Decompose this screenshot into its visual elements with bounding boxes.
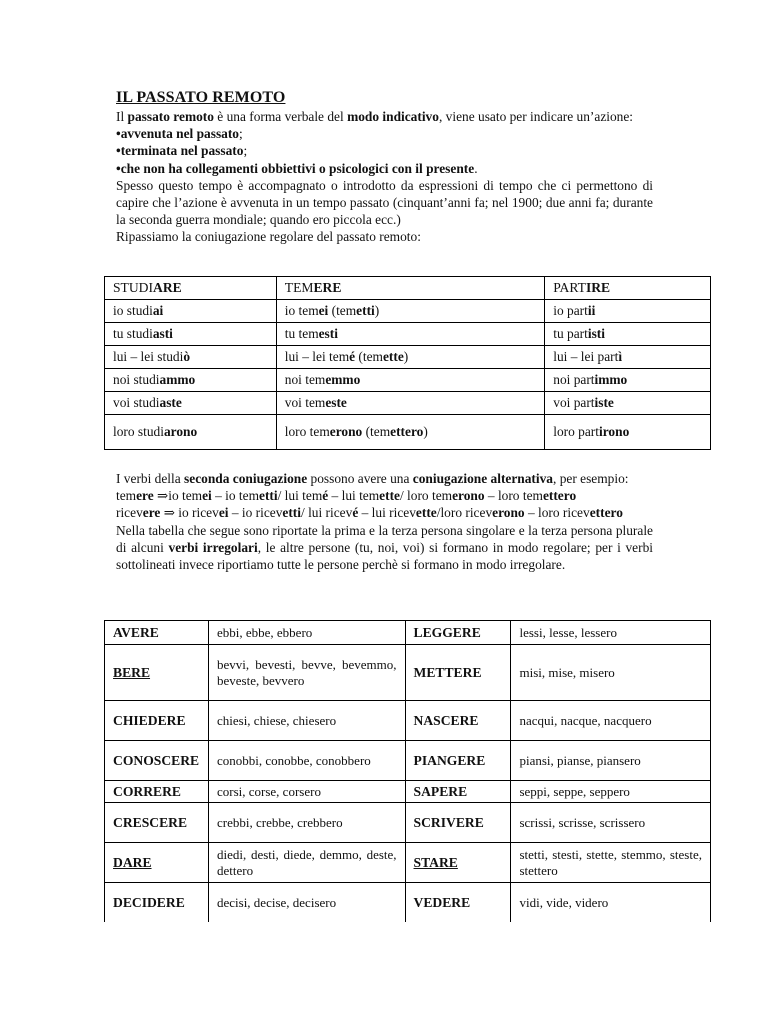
example-ricevere [116, 504, 653, 521]
irregular-verbs-table [104, 620, 711, 922]
table-row [105, 803, 711, 843]
stem-text: io tem [284, 303, 319, 318]
ending-bold: ette [379, 488, 400, 504]
verb-cell: VEDERE [405, 883, 511, 923]
ending-bold: etti [282, 505, 301, 521]
stem-text: STUDI [113, 280, 154, 295]
bullet-item: • che non ha collegamenti obbiettivi o psicologici con il presente. [116, 160, 653, 177]
bullet-list [116, 125, 653, 177]
example-text: ⇒io tem [153, 488, 203, 504]
conj-cell [545, 415, 711, 450]
verb-cell: STARE [405, 843, 511, 883]
example-text: – io tem [211, 488, 260, 504]
stem-text: tu studi [113, 326, 153, 341]
ending-bold: emmo [325, 372, 361, 387]
stem-text: tu tem [284, 326, 319, 341]
conj-cell [276, 369, 544, 392]
table-row [105, 645, 711, 701]
conj-cell [276, 392, 544, 415]
forms-cell: nacqui, nacque, nacquero [511, 701, 711, 741]
forms-cell: decisi, decise, decisero [208, 883, 405, 923]
page-title: IL PASSATO REMOTO [116, 89, 286, 106]
forms-cell: vidi, vide, videro [511, 883, 711, 923]
example-text: ricev [116, 505, 143, 521]
forms-cell: lessi, lesse, lessero [511, 621, 711, 645]
ending-bold: immo [594, 372, 628, 387]
conj-header-cell [276, 277, 544, 300]
stem-text: noi tem [284, 372, 326, 387]
example-text: / lui tem [277, 488, 323, 504]
example-text: – loro tem [484, 488, 543, 504]
conj-cell [276, 415, 544, 450]
conj-cell [276, 323, 544, 346]
stem-text: lui – lei part [553, 349, 619, 364]
forms-cell: bevvi, bevesti, bevve, bevemmo, beveste, bevvero [208, 645, 405, 701]
conj-cell [105, 323, 277, 346]
example-text: – loro ricev [524, 505, 590, 521]
verb-cell: CRESCERE [105, 803, 209, 843]
forms-cell: corsi, corse, corsero [208, 781, 405, 803]
forms-cell: ebbi, ebbe, ebbero [208, 621, 405, 645]
ending-bold: ai [152, 303, 164, 318]
stem-text: ) [374, 303, 380, 318]
stem-text: TEM [284, 280, 314, 295]
alternative-conjugation-paragraph: I verbi della seconda coniugazione possono avere una coniugazione alternativa, per esempio: [116, 471, 629, 486]
ending-bold: ere [136, 488, 154, 504]
ending-bold: ettero [390, 424, 424, 439]
conj-cell [105, 415, 277, 450]
ending-bold: ettero [542, 488, 577, 504]
ending-bold: ei [202, 488, 212, 504]
example-text: – io ricev [228, 505, 283, 521]
intro-bold-term: passato remoto [127, 109, 214, 124]
conj-cell [105, 369, 277, 392]
stem-text: lui – lei tem [284, 349, 350, 364]
ending-bold: ERE [313, 280, 342, 295]
table-row [105, 781, 711, 803]
stem-text: (tem [362, 424, 391, 439]
stem-text: PART [553, 280, 586, 295]
stem-text: noi part [553, 372, 595, 387]
ending-bold: ARE [153, 280, 182, 295]
stem-text: (tem [328, 303, 357, 318]
forms-cell: scrissi, scrisse, scrissero [511, 803, 711, 843]
ending-bold: é [349, 349, 356, 364]
forms-cell: piansi, pianse, piansero [511, 741, 711, 781]
forms-cell: misi, mise, misero [511, 645, 711, 701]
verb-cell: SAPERE [405, 781, 511, 803]
example-text: tem [116, 488, 137, 504]
conj-cell [545, 300, 711, 323]
ending-bold: ette [415, 505, 437, 521]
example-text: /loro ricev [436, 505, 493, 521]
verb-cell: METTERE [405, 645, 511, 701]
bullet-item: • terminata nel passato; [116, 142, 653, 159]
ending-bold: irono [599, 424, 630, 439]
verb-cell: SCRIVERE [405, 803, 511, 843]
conj-header-cell [545, 277, 711, 300]
ending-bold: ei [218, 505, 229, 521]
example-text: ⇒ io ricev [160, 505, 219, 521]
ending-bold: ette [382, 349, 404, 364]
ending-bold: erono [492, 505, 525, 521]
ending-bold: erono [329, 424, 363, 439]
review-paragraph: Ripassiamo la coniugazione regolare del passato remoto: [116, 229, 421, 245]
conj-cell [545, 346, 711, 369]
regular-conjugation-table [104, 276, 711, 450]
ending-bold: etti [259, 488, 278, 504]
intro-text: Il [116, 109, 128, 124]
conj-header-cell [105, 277, 277, 300]
ending-bold: ei [318, 303, 329, 318]
time-expressions-paragraph: Spesso questo tempo è accompagnato o introdotto da espressioni di tempo che ci permettono di capire che l’azione è avvenuta in un tempo passato (cinquant’anni fa; nel 1900; due anni fa; durante la seconda guerra mondiale; quando ero piccola ecc.) [116, 177, 653, 228]
stem-text: io part [553, 303, 588, 318]
ending-bold: ammo [159, 372, 196, 387]
ending-bold: erono [452, 488, 485, 504]
ending-bold: esti [318, 326, 338, 341]
alternative-conjugation-section [116, 470, 653, 573]
intro-text: , viene usato per indicare un’azione: [438, 109, 634, 124]
stem-text: ) [403, 349, 409, 364]
stem-text: voi studi [113, 395, 160, 410]
example-text: – lui ricev [358, 505, 416, 521]
table-row [105, 369, 711, 392]
stem-text: loro tem [284, 424, 330, 439]
verb-cell: DECIDERE [105, 883, 209, 923]
stem-text: tu part [553, 326, 588, 341]
irregular-verbs-paragraph: Nella tabella che segue sono riportate la prima e la terza persona singolare e la terza persona plurale di alcuni verbi irregolari, le altre persone (tu, noi, voi) si formano in modo regolare; per i verbi sottolineati invece riportiamo tutte le persone perchè si formano in modo irregolare. [116, 522, 653, 573]
table-row [105, 415, 711, 450]
verb-cell: BERE [105, 645, 209, 701]
example-text: / lui ricev [301, 505, 353, 521]
table-row [105, 392, 711, 415]
conj-header-row [105, 277, 711, 300]
ending-bold: isti [587, 326, 605, 341]
verb-cell: NASCERE [405, 701, 511, 741]
table-row [105, 741, 711, 781]
ending-bold: etti [356, 303, 375, 318]
bullet-item: • avvenuta nel passato; [116, 125, 653, 142]
stem-text: voi tem [284, 395, 326, 410]
conj-cell [276, 300, 544, 323]
ending-bold: este [325, 395, 347, 410]
ending-bold: é [322, 488, 329, 504]
example-temere [116, 487, 653, 504]
ending-bold: asti [152, 326, 173, 341]
conj-cell [105, 346, 277, 369]
ending-bold: ò [183, 349, 191, 364]
example-text: – lui tem [328, 488, 380, 504]
verb-cell: DARE [105, 843, 209, 883]
stem-text: loro part [553, 424, 599, 439]
table-row [105, 346, 711, 369]
ending-bold: arono [163, 424, 198, 439]
ending-bold: é [352, 505, 359, 521]
ending-bold: aste [159, 395, 182, 410]
forms-cell: diedi, desti, diede, demmo, deste, dettero [208, 843, 405, 883]
ending-bold: IRE [585, 280, 611, 295]
intro-bold-term: modo indicativo [347, 109, 439, 124]
ending-bold: ettero [589, 505, 623, 521]
verb-cell: LEGGERE [405, 621, 511, 645]
table-row [105, 701, 711, 741]
forms-cell: stetti, stesti, stette, stemmo, steste, stettero [511, 843, 711, 883]
forms-cell: crebbi, crebbe, crebbero [208, 803, 405, 843]
ending-bold: ì [618, 349, 623, 364]
table-row [105, 843, 711, 883]
ending-bold: ere [142, 505, 161, 521]
forms-cell: conobbi, conobbe, conobbero [208, 741, 405, 781]
conj-cell [545, 323, 711, 346]
ending-bold: ii [587, 303, 596, 318]
verb-cell: CONOSCERE [105, 741, 209, 781]
verb-cell: CORRERE [105, 781, 209, 803]
stem-text: loro studi [113, 424, 164, 439]
conj-cell [545, 369, 711, 392]
conj-cell [105, 392, 277, 415]
table-row [105, 883, 711, 923]
forms-cell: seppi, seppe, seppero [511, 781, 711, 803]
stem-text: noi studi [113, 372, 160, 387]
table-row [105, 300, 711, 323]
table-row [105, 621, 711, 645]
verb-cell: AVERE [105, 621, 209, 645]
stem-text: (tem [355, 349, 383, 364]
intro-section [116, 88, 653, 246]
example-text: / loro tem [399, 488, 453, 504]
forms-cell: chiesi, chiese, chiesero [208, 701, 405, 741]
verb-cell: CHIEDERE [105, 701, 209, 741]
intro-paragraph [116, 108, 653, 125]
stem-text: lui – lei studi [113, 349, 184, 364]
conj-cell [276, 346, 544, 369]
stem-text: io studi [113, 303, 153, 318]
conj-cell [545, 392, 711, 415]
table-row [105, 323, 711, 346]
stem-text: ) [423, 424, 428, 439]
stem-text: voi part [553, 395, 595, 410]
conj-cell [105, 300, 277, 323]
intro-text: è una forma verbale del [213, 109, 348, 124]
verb-cell: PIANGERE [405, 741, 511, 781]
ending-bold: iste [594, 395, 614, 410]
